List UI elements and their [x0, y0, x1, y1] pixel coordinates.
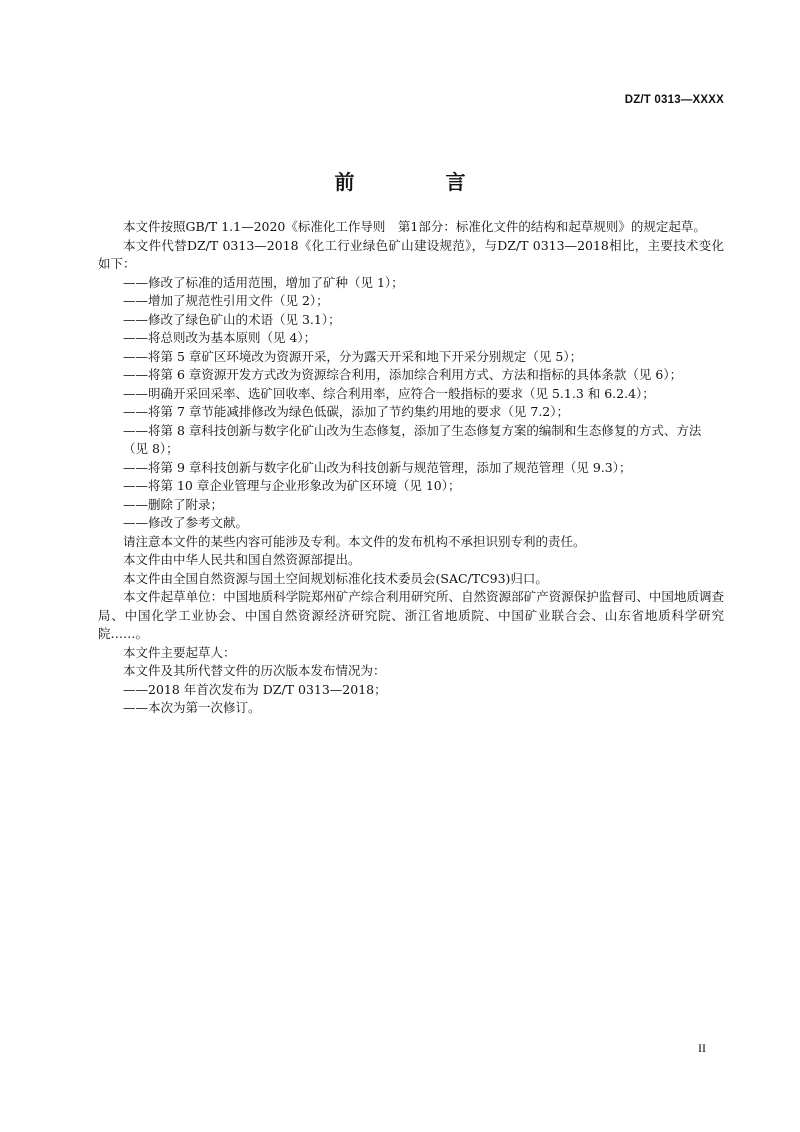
- change-item: ——将第 9 章科技创新与数字化矿山改为科技创新与规范管理，添加了规范管理（见 9.3）；: [123, 459, 632, 475]
- drafting-units: 本文件起草单位：中国地质科学院郑州矿产综合利用研究所、自然资源部矿产资源保护监督司、中国地质调查局、中国化学工业协会、中国自然资源经济研究院、浙江省地质院、中国矿业联合会、山东省地质科学研究院……。: [98, 589, 724, 641]
- page-title: 前 言: [334, 170, 508, 194]
- document-body: [98, 218, 724, 718]
- change-list: [98, 274, 724, 533]
- change-item: ——删除了附录；: [123, 496, 224, 512]
- change-item: ——修改了绿色矿山的术语（见 3.1）；: [123, 311, 341, 327]
- change-item: ——将第 6 章资源开发方式改为资源综合利用，添加综合利用方式、方法和指标的具体条款（见 6）；: [123, 367, 683, 382]
- history-list: [98, 681, 724, 718]
- change-item: ——将第 7 章节能减排修改为绿色低碳，添加了节约集约用地的要求（见 7.2）；: [123, 404, 570, 419]
- history-intro: 本文件及其所代替文件的历次版本发布情况为：: [123, 663, 386, 678]
- history-item: ——2018 年首次发布为 DZ/T 0313—2018；: [123, 681, 387, 697]
- main-drafters: 本文件主要起草人：: [123, 644, 236, 660]
- page-number: II: [698, 1041, 706, 1055]
- centralizer-statement: 本文件由全国自然资源与国土空间规划标准化技术委员会(SAC/TC93)归口。: [123, 570, 548, 586]
- change-item: ——将总则改为基本原则（见 4）；: [123, 330, 317, 345]
- change-item: ——将第 5 章矿区环境改为资源开采，分为露天开采和地下开采分别规定（见 5）；: [123, 348, 583, 364]
- proposer-statement: 本文件由中华人民共和国自然资源部提出。: [123, 552, 361, 567]
- change-item: ——修改了标准的适用范围，增加了矿种（见 1）；: [123, 274, 404, 290]
- intro-paragraph-2: 本文件代替DZ/T 0313—2018《化工行业绿色矿山建设规范》，与DZ/T 0313—2018相比，主要技术变化如下：: [98, 237, 724, 271]
- intro-paragraph-1: 本文件按照GB/T 1.1—2020《标准化工作导则 第1部分：标准化文件的结构和起草规则》的规定起草。: [123, 219, 706, 234]
- change-item: ——将第 8 章科技创新与数字化矿山改为生态修复，添加了生态修复方案的编制和生态修复的方式、方法（见 8）；: [123, 422, 702, 456]
- change-item: ——将第 10 章企业管理与企业形象改为矿区环境（见 10）；: [123, 478, 461, 493]
- standard-code: DZ/T 0313—XXXX: [624, 94, 724, 106]
- change-item: ——增加了规范性引用文件（见 2）；: [123, 293, 329, 308]
- patent-notice: 请注意本文件的某些内容可能涉及专利。本文件的发布机构不承担识别专利的责任。: [123, 533, 586, 549]
- change-item: ——修改了参考文献。: [123, 515, 249, 530]
- change-item: ——明确开采回采率、选矿回收率、综合利用率，应符合一般指标的要求（见 5.1.3 和 6.2.4）；: [123, 385, 655, 401]
- history-item: ——本次为第一次修订。: [123, 700, 261, 715]
